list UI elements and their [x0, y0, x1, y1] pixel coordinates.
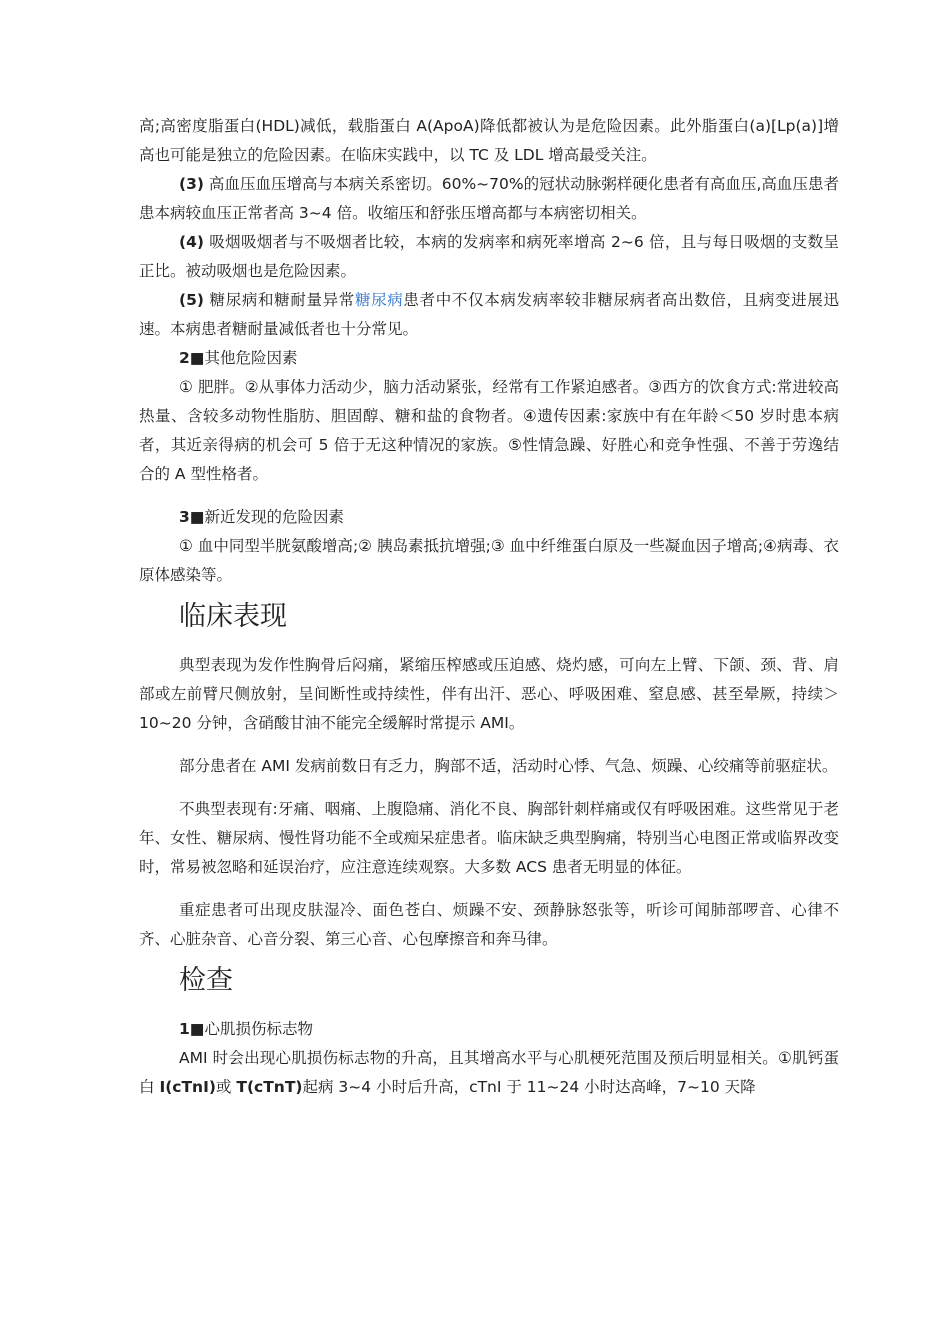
- diabetes-paragraph: [139, 286, 839, 344]
- square-icon: ■: [189, 508, 205, 526]
- clinical-paragraph-3: 不典型表现有:牙痛、咽痛、上腹隐痛、消化不良、胸部针刺样痛或仅有呼吸困难。这些常见于老年、女性、糖尿病、慢性肾功能不全或痴呆症患者。临床缺乏典型胸痛，特别当心电图正常或临界改变时，常易被忽略和延误治疗，应注意连续观察。大多数 ACS 患者无明显的体征。: [139, 800, 839, 876]
- subtitle-text: 新近发现的危险因素: [204, 508, 344, 526]
- spacer: [139, 781, 839, 795]
- item-number: (5): [179, 291, 204, 309]
- exam-term: I(cTnI): [159, 1078, 216, 1096]
- other-risk-subtitle: [139, 344, 839, 373]
- smoking-paragraph: [139, 228, 839, 286]
- other-risk-paragraph: ① 肥胖。②从事体力活动少，脑力活动紧张，经常有工作紧迫感者。③西方的饮食方式:常进较高热量、含较多动物性脂肪、胆固醇、糖和盐的食物者。④遗传因素:家族中有在年龄＜50 岁时患本病者，其近亲得病的机会可 5 倍于无这种情况的家族。⑤性情急躁、好胜心和竞争性强、不善于劳逸结合的 A 型性格者。: [139, 378, 839, 483]
- item-text: 糖尿病和糖耐量异常: [203, 291, 355, 309]
- exam-text: AMI 时会出现心肌损伤标志物的升高，且其增高水平与心肌梗死范围及预后明显相关。①肌钙蛋白: [139, 1049, 839, 1096]
- clinical-paragraph-1: 典型表现为发作性胸骨后闷痛，紧缩压榨感或压迫感、烧灼感，可向左上臂、下颌、颈、背、肩部或左前臂尺侧放射，呈间断性或持续性，伴有出汗、恶心、呼吸困难、窒息感、甚至晕厥，持续＞10~20 分钟，含硝酸甘油不能完全缓解时常提示 AMI。: [139, 656, 839, 732]
- subtitle-number: 1: [179, 1020, 190, 1038]
- new-risk-paragraph: ① 血中同型半胱氨酸增高;② 胰岛素抵抗增强;③ 血中纤维蛋白原及一些凝血因子增高;④病毒、衣原体感染等。: [139, 537, 839, 584]
- clinical-paragraph-2: 部分患者在 AMI 发病前数日有乏力，胸部不适，活动时心悸、气急、烦躁、心绞痛等前驱症状。: [179, 757, 838, 775]
- exam-text: 起病 3~4 小时后升高，cTnI 于 11~24 小时达高峰，7~10 天降: [302, 1078, 756, 1096]
- item-number: (3): [179, 175, 204, 193]
- square-icon: ■: [189, 1020, 205, 1038]
- lipid-paragraph: 高;高密度脂蛋白(HDL)减低，载脂蛋白 A(ApoA)降低都被认为是危险因素。此外脂蛋白(a)[Lp(a)]增高也可能是独立的危险因素。在临床实践中，以 TC 及 LDL 增高最受关注。: [139, 117, 839, 164]
- document-body: [139, 112, 839, 1102]
- diabetes-link[interactable]: 糖尿病: [354, 291, 404, 309]
- spacer: [139, 637, 839, 651]
- spacer: [139, 882, 839, 896]
- item-text: 高血压血压增高与本病关系密切。60%~70%的冠状动脉粥样硬化患者有高血压,高血压患者患本病较血压正常者高 3~4 倍。收缩压和舒张压增高都与本病密切相关。: [139, 175, 839, 222]
- item-text: 患者中不仅本病发病率较非糖尿病者高出数倍，且病变进展迅速。本病患者糖耐量减低者也十分常见。: [139, 291, 839, 338]
- item-number: (4): [179, 233, 204, 251]
- subtitle-number: 3: [179, 508, 190, 526]
- square-icon: ■: [189, 349, 205, 367]
- spacer: [139, 1001, 839, 1015]
- item-text: 吸烟吸烟者与不吸烟者比较，本病的发病率和病死率增高 2~6 倍，且与每日吸烟的支数呈正比。被动吸烟也是危险因素。: [139, 233, 839, 280]
- subtitle-text: 心肌损伤标志物: [204, 1020, 313, 1038]
- spacer: [139, 738, 839, 752]
- exam-heading: 检查: [179, 965, 233, 996]
- clinical-paragraph-4: 重症患者可出现皮肤湿冷、面色苍白、烦躁不安、颈静脉怒张等，听诊可闻肺部啰音、心律不齐、心脏杂音、心音分裂、第三心音、心包摩擦音和奔马律。: [139, 901, 839, 948]
- exam-subtitle: [139, 1015, 839, 1044]
- exam-paragraph: [139, 1044, 839, 1102]
- exam-term: T(cTnT): [236, 1078, 303, 1096]
- clinical-heading: 临床表现: [179, 601, 287, 632]
- hypertension-paragraph: [139, 170, 839, 228]
- subtitle-number: 2: [179, 349, 190, 367]
- subtitle-text: 其他危险因素: [204, 349, 298, 367]
- new-risk-subtitle: [139, 503, 839, 532]
- spacer: [139, 954, 839, 961]
- spacer: [139, 489, 839, 503]
- spacer: [139, 590, 839, 597]
- exam-text: 或: [215, 1078, 237, 1096]
